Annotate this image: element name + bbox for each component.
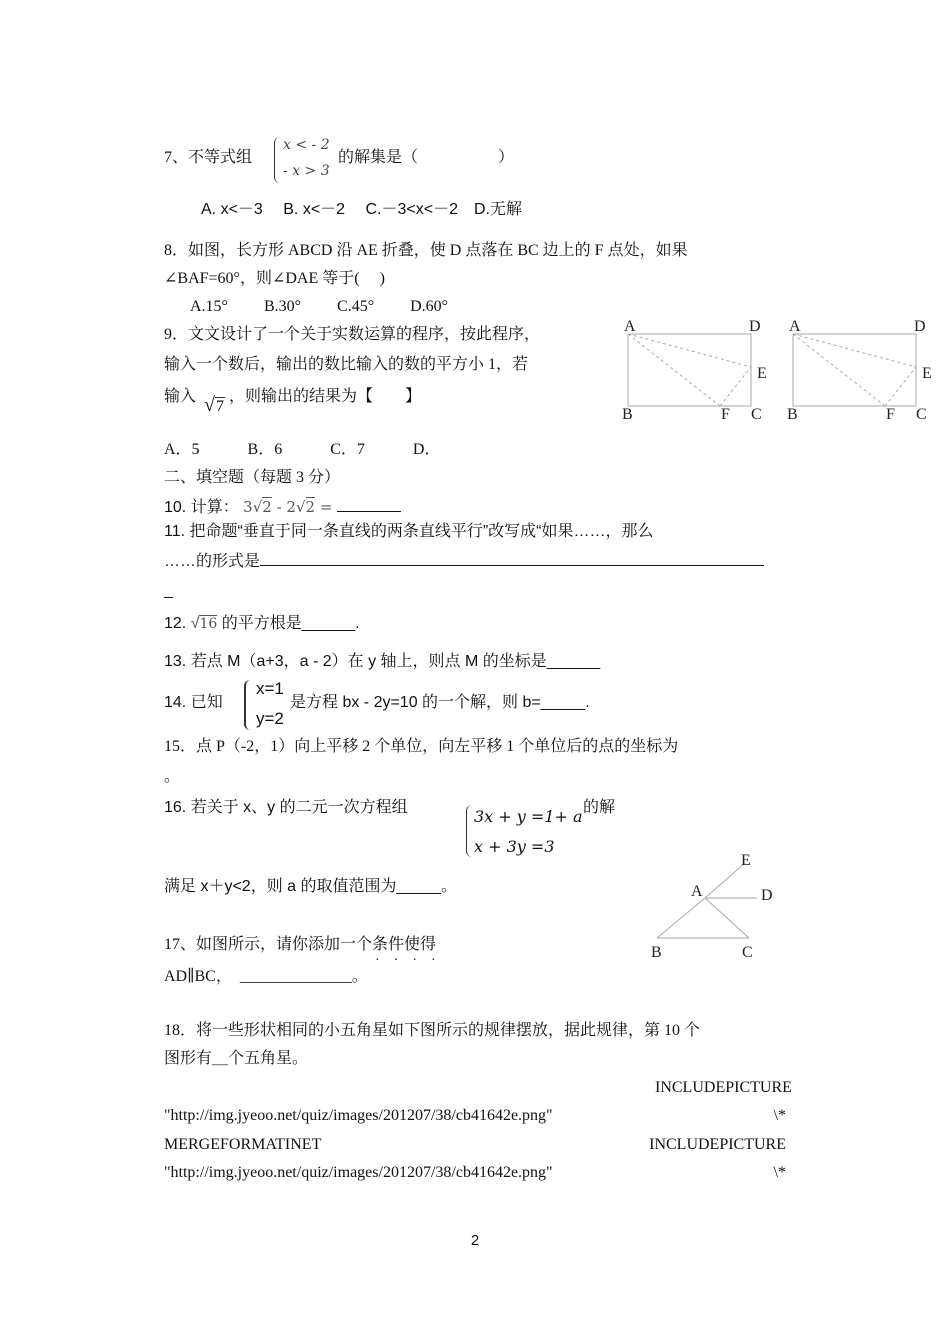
q14-stem: 14. 已知 [164,694,223,711]
q14-eq-1: x=1 [256,679,284,698]
q16-eq-2: x + 3y =3 [474,837,555,856]
q15-line-2: 。 [164,768,181,785]
label-A2: A [789,318,801,335]
field-code-line-1: INCLUDEPICTURE [655,1079,792,1096]
q7-stem: 7、不等式组 [164,149,253,166]
field-code-line-4: "http://img.jyeoo.net/quiz/images/201207/38/cb41642e.png" \* [164,1164,786,1181]
q14-tail: 是方程 bx - 2y=10 的一个解，则 b=_____. [290,694,590,711]
label-D: D [749,318,761,335]
label-D: D [761,887,773,904]
q8-options: A.15° B.30° C.45° D.60° [190,298,449,315]
q8-line-2: ∠BAF=60°，则∠DAE 等于( ) [164,270,385,287]
label-C2: C [916,406,927,423]
q9-line-1: 9．文文设计了一个关于实数运算的程序，按此程序， [164,326,541,343]
q11-line-1: 11. 把命题“垂直于同一条直线的两条直线平行”改写成“如果……，那么 [164,523,654,540]
q9-sqrt: √7 [204,394,224,416]
q9-options: A．5 B．6 C．7 D． [164,441,441,458]
figure-right [787,318,932,423]
label-C: C [742,944,753,961]
q16-eq-1: 3x + y =1+ a [474,807,583,826]
q16-brace [466,805,473,857]
label-F: F [721,406,730,423]
q11-line-3: _ [164,582,173,599]
q18-line-2: 图形有＿个五角星。 [164,1050,309,1067]
field-code-line-2: "http://img.jyeoo.net/quiz/images/201207/38/cb41642e.png" \* [164,1107,786,1124]
q7-inequality-1: x < - 2 [283,137,330,153]
q13: 13. 若点 M（a+3，a - 2）在 y 轴上，则点 M 的坐标是______ [164,653,601,670]
label-D2: D [914,318,926,335]
label-E: E [741,852,751,869]
q14-eq-2: y=2 [256,709,284,728]
label-E2: E [922,365,932,382]
q7-tail: 的解集是（ ） [338,149,515,166]
q17-line-1: 17、如图所示，请你添加一个条件使得 [164,936,437,953]
q17-line-2: AD∥BC， ______________。 [164,968,368,985]
q15-line-1: 15．点 P（-2，1）向上平移 2 个单位，向左平移 1 个单位后的点的坐标为 [164,738,679,755]
label-B: B [622,406,633,423]
q14-brace [244,680,254,730]
q9-line-3: 输入 √7 ，则输出的结果为【 】 [164,388,422,416]
q11-answer-blank[interactable] [260,551,764,566]
fold-rectangle-figures [615,310,945,425]
label-A: A [691,883,703,900]
q16-line-2: 满足 x＋y<2，则 a 的取值范围为_____。 [164,878,457,895]
field-code-line-3: MERGEFORMATINET INCLUDEPICTURE [164,1136,786,1153]
label-E: E [757,365,767,382]
q10-answer-blank[interactable] [337,497,401,512]
q7-brace [274,137,281,183]
label-B: B [651,944,662,961]
q12: 12. √16 的平方根是______. [164,615,360,632]
label-C: C [751,406,762,423]
page-number: 2 [470,1232,480,1249]
q7-inequality-2: - x > 3 [283,163,330,179]
label-A: A [624,318,636,335]
figure-left [622,318,767,423]
q7-options: A. x<－3 B. x<－2 C.－3<x<－2 D.无解 [201,201,522,218]
q9-line-2: 输入一个数后，输出的数比输入的数的平方小 1，若 [164,356,529,373]
emphasis-dots: ···· [375,953,450,968]
q11-line-2: ……的形式是 [164,551,764,573]
label-F2: F [886,406,895,423]
label-B2: B [787,406,798,423]
q8-line-1: 8．如图，长方形 ABCD 沿 AE 折叠，使 D 点落在 BC 边上的 F 点处，如果 [164,242,688,259]
q18-line-1: 18．将一些形状相同的小五角星如下图所示的规律摆放，据此规律，第 10 个 [164,1022,701,1039]
q16-line-1: 16. 若关于 x、y 的二元一次方程组 [164,799,408,816]
q10: 10. 计算： 3√2 - 2√2 = [164,496,401,519]
q16-tail: 的解 [583,799,616,816]
parallel-lines-figure [645,845,795,965]
section-2-heading: 二、填空题（每题 3 分） [164,469,341,486]
